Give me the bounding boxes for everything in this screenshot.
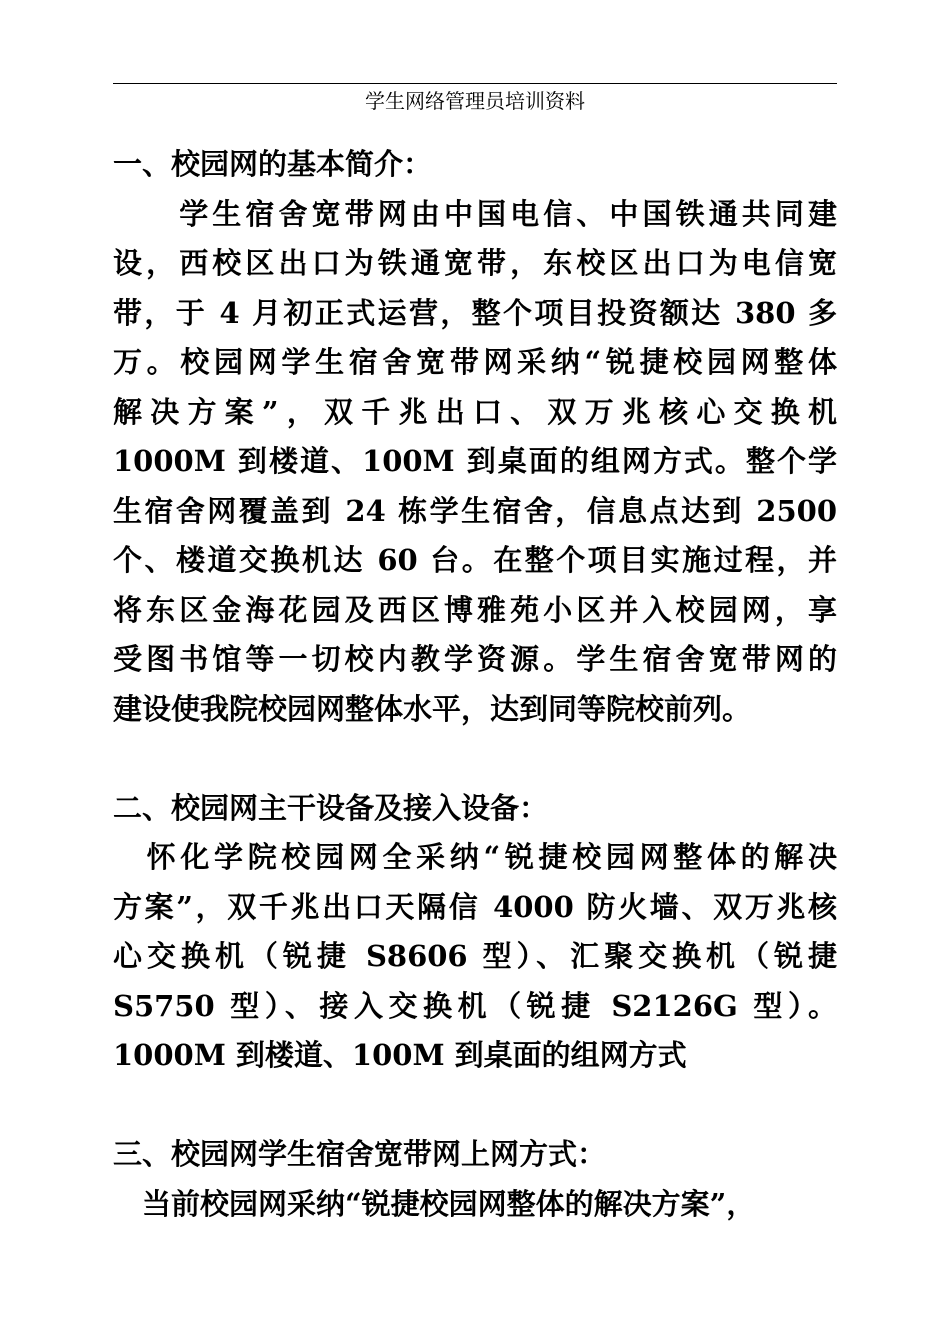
paragraph-line: 带，于 4 月初正式运营，整个项目投资额达 380 多 bbox=[113, 295, 837, 330]
paragraph-line: 生宿舍网覆盖到 24 栋学生宿舍，信息点达到 2500 bbox=[113, 493, 837, 528]
blank-line bbox=[113, 1081, 837, 1131]
paragraph-line: 解决方案”，双千兆出口、双万兆核心交换机 bbox=[113, 394, 837, 429]
section-2-heading: 二、校园网主干设备及接入设备： bbox=[113, 790, 549, 825]
paragraph-line: 个、楼道交换机达 60 台。在整个项目实施过程，并 bbox=[113, 543, 837, 577]
paragraph-line: S5750 型）、接入交换机（锐捷 S2126G 型）。 bbox=[113, 988, 837, 1023]
paragraph-line: 将东区金海花园及西区博雅苑小区并入校园网，享 bbox=[113, 592, 837, 627]
section-2-paragraph bbox=[113, 833, 837, 1081]
blank-line bbox=[113, 734, 837, 784]
section-1-paragraph bbox=[113, 190, 837, 735]
paragraph-line: 受图书馆等一切校内教学资源。学生宿舍宽带网的 bbox=[113, 642, 837, 676]
paragraph-line: 怀化学院校园网全采纳“锐捷校园网整体的解决 bbox=[113, 840, 837, 874]
paragraph-line: 1000M 到楼道、100M 到桌面的组网方式 bbox=[113, 1038, 687, 1072]
paragraph-line: 设，西校区出口为铁通宽带，东校区出口为电信宽 bbox=[113, 246, 837, 280]
paragraph-line: 心交换机（锐捷 S8606 型）、汇聚交换机（锐捷 bbox=[113, 939, 837, 973]
document-body bbox=[113, 140, 837, 1229]
section-1-heading: 一、校园网的基本简介： bbox=[113, 147, 433, 181]
header-rule bbox=[113, 83, 837, 84]
section-3-heading: 三、校园网学生宿舍宽带网上网方式： bbox=[113, 1137, 607, 1171]
paragraph-line: 建设使我院校园网整体水平，达到同等院校前列。 bbox=[113, 691, 752, 726]
section-3-paragraph bbox=[113, 1180, 837, 1230]
page-header-title: 学生网络管理员培训资料 bbox=[365, 89, 585, 113]
paragraph-line: 万。校园网学生宿舍宽带网采纳“锐捷校园网整体 bbox=[113, 345, 837, 379]
paragraph-line: 1000M 到楼道、100M 到桌面的组网方式。整个学 bbox=[113, 444, 837, 478]
paragraph-line: 学生宿舍宽带网由中国电信、中国铁通共同建 bbox=[113, 196, 837, 231]
paragraph-line: 方案”，双千兆出口天隔信 4000 防火墙、双万兆核 bbox=[113, 889, 837, 924]
paragraph-line: 当前校园网采纳“锐捷校园网整体的解决方案”， bbox=[113, 1186, 756, 1221]
